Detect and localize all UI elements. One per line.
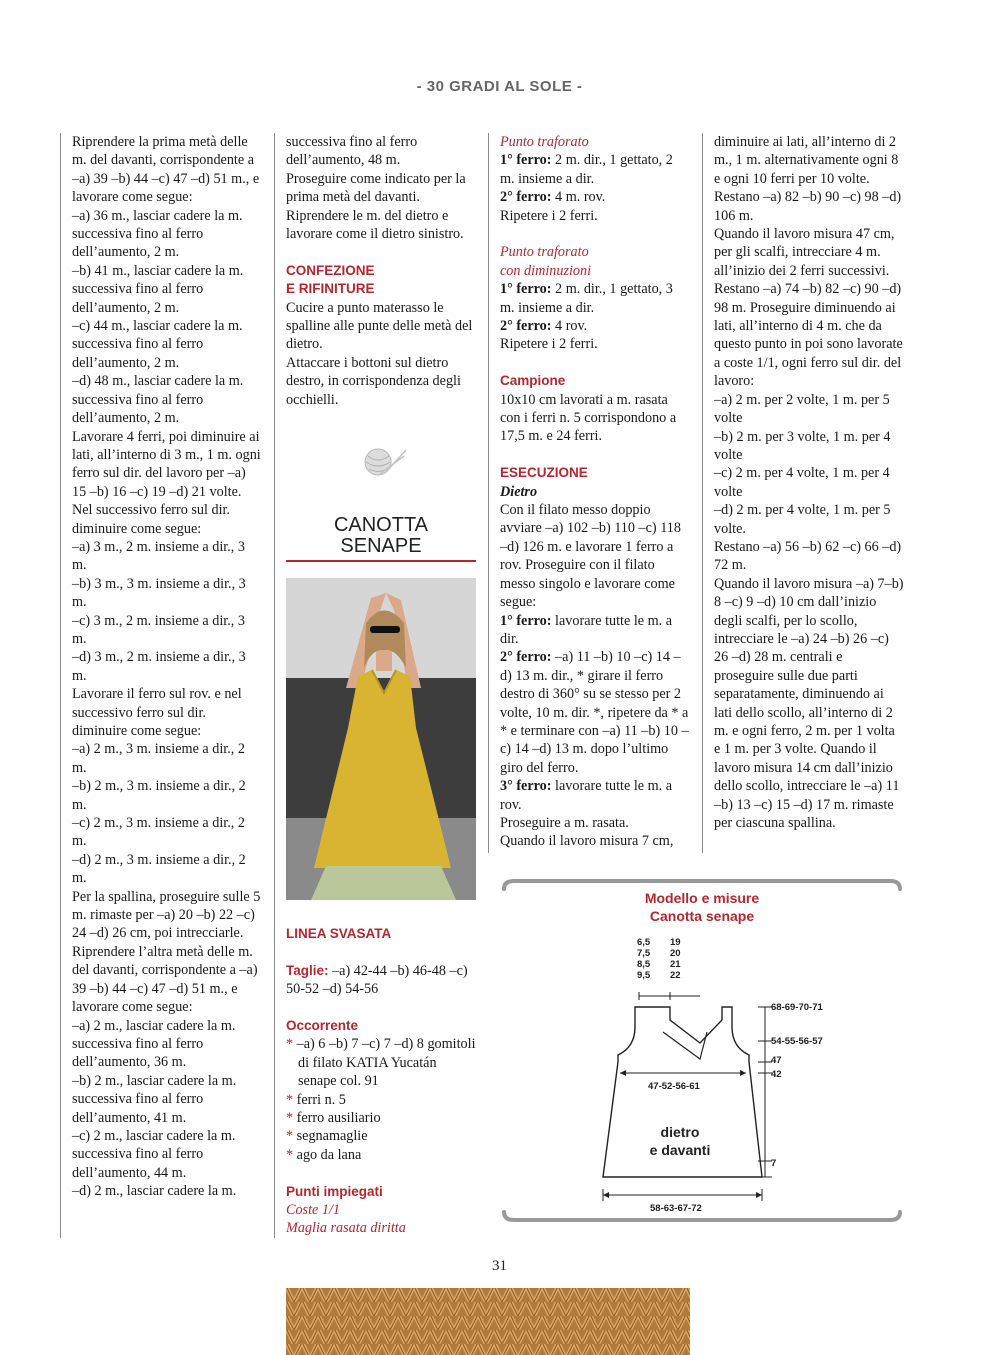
- paragraph: Nel successivo ferro sul dir. diminuire come segue:: [72, 502, 230, 537]
- measure-label: 9,5: [637, 970, 651, 981]
- paragraph: –c) 2 m., lasciar cadere la m. successiva fino al ferro dell’aumento, 44 m.: [72, 1127, 236, 1181]
- measure-label: 58-63-67-72: [650, 1203, 702, 1214]
- paragraph: –b) 2 m., 3 m. insieme a dir., 2 m.: [72, 778, 246, 813]
- measure-label: 22: [670, 970, 681, 981]
- paragraph: –a) 2 m. per 2 volte, 1 m. per 5 volte: [714, 391, 890, 427]
- paragraph: –c) 44 m., lasciar cadere la m. successiva fino al ferro dell’aumento, 2 m.: [72, 318, 243, 371]
- paragraph: Ripetere i 2 ferri.: [500, 207, 598, 224]
- paragraph: –d) 2 m. per 4 volte, 1 m. per 5 volte.: [714, 502, 891, 537]
- paragraph: –d) 3 m., 2 m. insieme a dir., 3 m.: [72, 649, 246, 684]
- column-divider: [274, 133, 275, 1238]
- paragraph: 1° ferro: 2 m. dir., 1 gettato, 2 m. insieme a dir.: [500, 152, 673, 187]
- subtitle: LINEA SVASATA: [286, 926, 392, 941]
- paragraph: Per la spallina, proseguire sulle 5 m. rimaste per –a) 20 –b) 22 –c) 24 –d) 26 cm, poi intrecciarle.: [72, 888, 261, 942]
- paragraph: 2° ferro: 4 m. rov.: [500, 189, 606, 206]
- measure-label: 42: [771, 1069, 782, 1080]
- section-heading: CONFEZIONE: [286, 262, 375, 278]
- paragraph: –a) 2 m., lasciar cadere la m. successiva fino al ferro dell’aumento, 36 m.: [72, 1017, 236, 1071]
- stitch-name: Coste 1/1: [286, 1202, 340, 1219]
- paragraph: Proseguire a m. rasata.: [500, 814, 629, 831]
- knit-texture-strip: [286, 1288, 690, 1355]
- schematic-box: [500, 877, 904, 1224]
- paragraph: –b) 41 m., lasciar cadere la m. successiva fino al ferro dell’aumento, 2 m.: [72, 262, 244, 316]
- column-3: [500, 133, 690, 851]
- paragraph: 1° ferro: 2 m. dir., 1 gettato, 3 m. insieme a dir.: [500, 281, 673, 316]
- paragraph: 2° ferro: –a) 11 –b) 10 –c) 14 –d) 13 m. dir., * girare il ferro destro di 360° su se stesso per 2 volte, 10 m. dir. *, ripetere da * a * e terminare con –a) 11 –b) 10 –c) 14 –d) 13 m. dopo l’ultimo giro del ferro.: [500, 649, 689, 776]
- page-number: 31: [492, 1258, 507, 1274]
- paragraph: Quando il lavoro misura –a) 7–b) 8 –c) 9 –d) 10 cm dall’inizio degli scalfi, per lo scollo, intrecciare le –a) 24 –b) 26 –c) 26 –d) 28 m. centrali e proseguire sulle due parti separatamente, diminuendo ai lati dello scollo, all’interno di 2 m. e ogni ferro, 2 m. per 1 volta e 1 m. per 3 volte. Quando il lavoro misura 14 cm dall’inizio dello scollo, intrecciare le –a) 11 –b) 13 –c) 15 –d) 17 m. rimaste per ciascuna spallina.: [714, 575, 904, 832]
- piece-label: e davanti: [649, 1142, 711, 1158]
- paragraph: Riprendere la prima metà delle m. del davanti, corrispondente a –a) 39 –b) 44 –c) 47 –d) 51 m., e lavorare come segue:: [72, 134, 260, 206]
- paragraph: Restano –a) 82 –b) 90 –c) 98 –d) 106 m.: [714, 189, 902, 224]
- paragraph: –b) 3 m., 3 m. insieme a dir., 3 m.: [72, 575, 246, 611]
- section-heading: Campione: [500, 373, 566, 389]
- paragraph: 3° ferro: lavorare tutte le m. a rov.: [500, 778, 673, 813]
- paragraph: –a) 36 m., lasciar cadere la m. successiva fino al ferro dell’aumento, 2 m.: [72, 207, 243, 261]
- paragraph: Quando il lavoro misura 47 cm, per gli scalfi, intrecciare 4 m. all’inizio dei 2 ferri successivi. Restano –a) 74 –b) 82 –c) 90 –d) 98 m. Proseguire diminuendo ai lati, all’interno di 4 m. che da questo punto in poi sono lavorate a coste 1/1, ogni ferro sul dir. del lavoro:: [714, 226, 903, 390]
- paragraph: Lavorare 4 ferri, poi diminuire ai lati, all’interno di 3 m., 1 m. ogni ferro sul dir. del lavoro per –a) 15 –b) 16 –c) 19 –d) 21 volte.: [72, 428, 261, 500]
- measure-label: 21: [670, 959, 681, 970]
- paragraph: Attaccare i bottoni sul dietro destro, in corrispondenza degli occhielli.: [286, 354, 461, 408]
- measure-label: 20: [670, 948, 681, 959]
- paragraph: –c) 2 m. per 4 volte, 1 m. per 4 volte: [714, 465, 890, 500]
- running-header: - 30 GRADI AL SOLE -: [416, 78, 583, 95]
- sub-heading: Dietro: [500, 483, 538, 500]
- paragraph: –d) 2 m., lasciar cadere la m.: [72, 1183, 237, 1200]
- list-item: * segnamaglie: [286, 1128, 368, 1145]
- paragraph: –d) 48 m., lasciar cadere la m. successiva fino al ferro dell’aumento, 2 m.: [72, 373, 244, 427]
- stitch-heading: con diminuzioni: [500, 262, 592, 279]
- stitch-heading: Punto traforato: [500, 134, 589, 150]
- paragraph: Lavorare il ferro sul rov. e nel successivo ferro sul dir. diminuire come segue:: [72, 686, 242, 739]
- schematic-diagram: [500, 877, 904, 1224]
- pattern-details: [286, 925, 476, 1238]
- column-divider: [702, 133, 703, 853]
- measure-label: 19: [670, 937, 681, 948]
- measure-label: 8,5: [637, 959, 651, 970]
- measure-label: 7,5: [637, 948, 651, 959]
- yarn-ball-icon: [356, 442, 408, 478]
- column-2: [286, 133, 476, 409]
- paragraph: Proseguire come indicato per la prima metà del davanti.: [286, 170, 466, 206]
- paragraph: successiva fino al ferro dell’aumento, 48 m.: [286, 134, 418, 169]
- paragraph: Restano –a) 56 –b) 62 –c) 66 –d) 72 m.: [714, 538, 902, 574]
- list-item: * ferro ausiliario: [286, 1110, 381, 1127]
- sizes: Taglie: –a) 42-44 –b) 46-48 –c) 50-52 –d) 54-56: [286, 962, 468, 998]
- stitch-name: Maglia rasata diritta: [286, 1220, 406, 1237]
- pattern-title: CANOTTA SENAPE: [333, 514, 429, 557]
- paragraph: –c) 2 m., 3 m. insieme a dir., 2 m.: [72, 815, 245, 850]
- paragraph: –a) 2 m., 3 m. insieme a dir., 2 m.: [72, 741, 245, 776]
- paragraph: diminuire ai lati, all’interno di 2 m., 1 m. alternativamente ogni 8 e ogni 10 ferri per 10 volte.: [714, 134, 899, 187]
- section-heading: Punti impiegati: [286, 1183, 383, 1199]
- measure-label: 7: [771, 1158, 777, 1169]
- list-item: * –a) 6 –b) 7 –c) 7 –d) 8 gomitoli di filato KATIA Yucatán senape col. 91: [286, 1036, 476, 1090]
- measure-label: 47-52-56-61: [648, 1081, 700, 1092]
- paragraph: Cucire a punto materasso le spalline alle punte delle metà del dietro.: [286, 299, 473, 353]
- column-4: [714, 133, 904, 832]
- paragraph: 1° ferro: lavorare tutte le m. a dir.: [500, 612, 673, 647]
- column-divider: [60, 133, 61, 1238]
- column-1: [72, 133, 262, 1201]
- paragraph: Riprendere le m. del dietro e lavorare come il dietro sinistro.: [286, 207, 464, 243]
- schematic-title: Modello e misure Canotta senape: [644, 890, 760, 924]
- column-divider: [488, 133, 489, 853]
- title-underline: [286, 560, 476, 562]
- paragraph: 2° ferro: 4 rov.: [500, 318, 588, 335]
- measure-label: 6,5: [637, 937, 651, 948]
- section-heading: Occorrente: [286, 1018, 359, 1033]
- paragraph: Con il filato messo doppio avviare –a) 102 –b) 110 –c) 118 –d) 126 m. e lavorare 1 ferro a rov. Proseguire con il filato messo singolo e lavorare come segue:: [500, 502, 681, 611]
- paragraph: –a) 3 m., 2 m. insieme a dir., 3 m.: [72, 538, 245, 574]
- stitch-heading: Punto traforato: [500, 244, 589, 261]
- measure-label: 47: [771, 1055, 782, 1066]
- paragraph: Riprendere l’altra metà delle m. del davanti, corrispondente a –a) 39 –b) 44 –c) 47 –d) 51 m., e lavorare come segue:: [72, 943, 258, 1016]
- paragraph: Quando il lavoro misura 7 cm,: [500, 833, 674, 850]
- model-photo: [286, 578, 476, 900]
- paragraph: –c) 3 m., 2 m. insieme a dir., 3 m.: [72, 612, 245, 647]
- paragraph: 10x10 cm lavorati a m. rasata con i ferri n. 5 corrispondono a 17,5 m. e 24 ferri.: [500, 391, 677, 445]
- piece-label: dietro: [660, 1124, 700, 1140]
- measure-label: 68-69-70-71: [771, 1002, 823, 1013]
- list-item: * ago da lana: [286, 1146, 362, 1163]
- list-item: * ferri n. 5: [286, 1091, 346, 1108]
- measure-label: 54-55-56-57: [771, 1036, 823, 1047]
- paragraph: –b) 2 m., lasciar cadere la m. successiva fino al ferro dell’aumento, 41 m.: [72, 1072, 237, 1126]
- paragraph: –b) 2 m. per 3 volte, 1 m. per 4 volte: [714, 428, 891, 463]
- paragraph: Ripetere i 2 ferri.: [500, 336, 598, 353]
- paragraph: –d) 2 m., 3 m. insieme a dir., 2 m.: [72, 851, 246, 887]
- section-heading: ESECUZIONE: [500, 465, 588, 481]
- section-heading: E RIFINITURE: [286, 281, 375, 297]
